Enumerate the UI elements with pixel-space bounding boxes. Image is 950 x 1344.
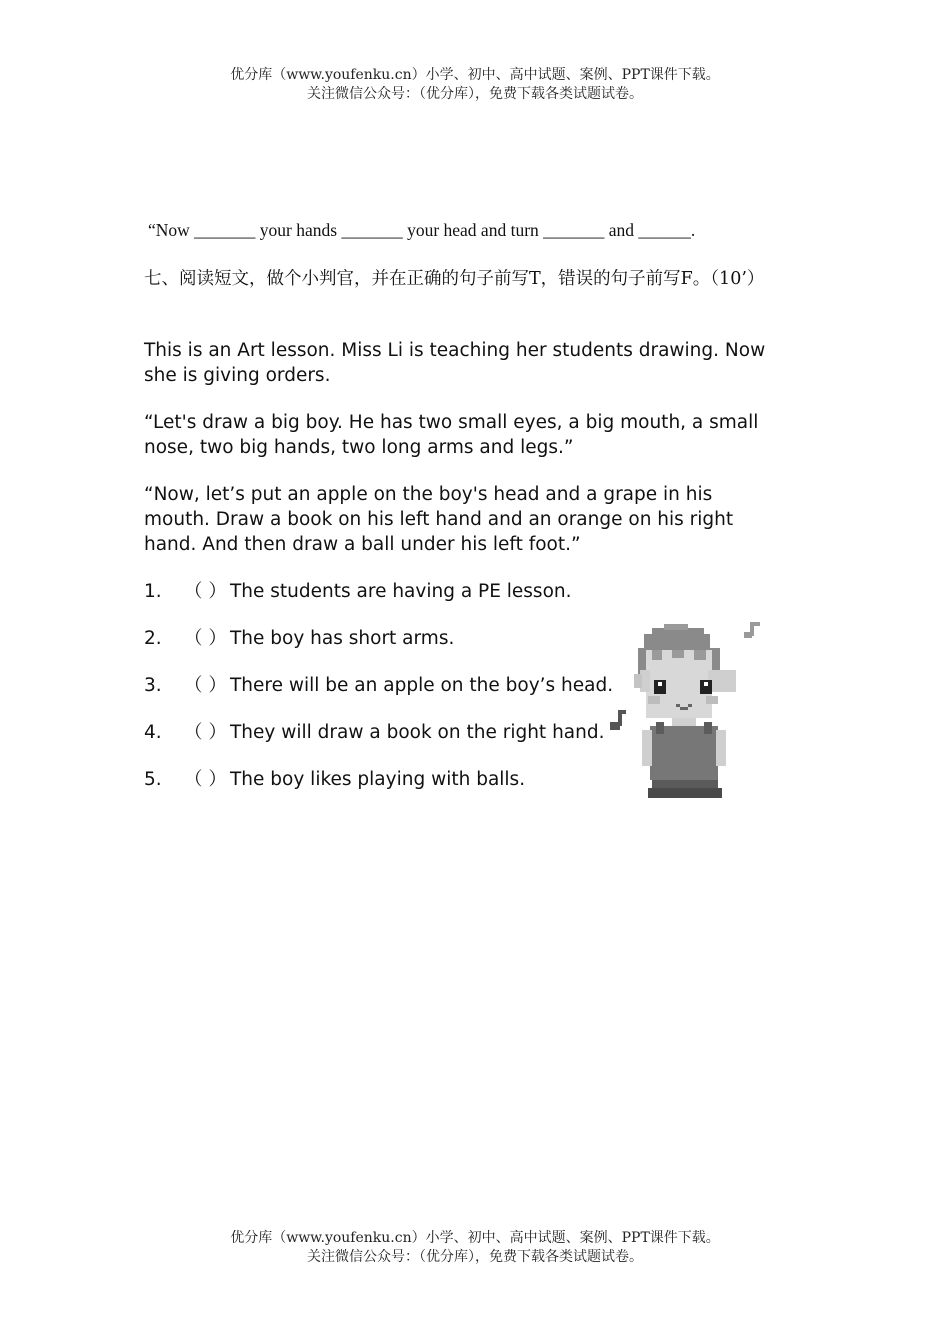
header-line-2: 关注微信公众号：（优分库），免费下载各类试题试卷。 <box>307 86 643 102</box>
question-text: The boy likes playing with balls. <box>230 769 526 790</box>
answer-blank: （ ） <box>184 581 227 602</box>
header-line-1: 优分库（www.youfenku.cn）小学、初中、高中试题、案例、PPT课件下载。 <box>230 67 720 83</box>
answer-blank: （ ） <box>184 675 227 696</box>
question-item <box>144 673 613 698</box>
question-item <box>144 767 525 792</box>
music-note-icon <box>610 710 626 730</box>
question-item <box>144 626 454 651</box>
section-title: 七、阅读短文，做个小判官，并在正确的句子前写T，错误的句子前写F。（10’） <box>144 269 765 289</box>
question-item <box>144 579 572 604</box>
passage-line: This is an Art lesson. Miss Li is teaching her students drawing. Now <box>144 340 766 361</box>
answer-blank: （ ） <box>184 628 227 649</box>
passage-line: nose, two big hands, two long arms and legs.” <box>144 437 574 458</box>
music-note-icon <box>744 622 760 638</box>
passage-paragraph-2 <box>144 410 824 460</box>
footer-line-2: 关注微信公众号：（优分库），免费下载各类试题试卷。 <box>307 1249 643 1265</box>
question-number: 4. <box>144 722 162 743</box>
question-number: 3. <box>144 675 162 696</box>
passage-line: “Now, let’s put an apple on the boy's head and a grape in his <box>144 484 713 505</box>
question-text: The students are having a PE lesson. <box>230 581 572 602</box>
cartoon-boy-icon <box>602 618 768 800</box>
passage-line: mouth. Draw a book on his left hand and an orange on his right <box>144 509 734 530</box>
page-footer <box>0 1229 950 1267</box>
passage-paragraph-3 <box>144 482 824 557</box>
question-text: They will draw a book on the right hand. <box>230 722 605 743</box>
question-text: The boy has short arms. <box>230 628 455 649</box>
footer-line-1: 优分库（www.youfenku.cn）小学、初中、高中试题、案例、PPT课件下载。 <box>230 1230 720 1246</box>
page-header <box>0 66 950 104</box>
question-number: 2. <box>144 628 162 649</box>
answer-blank: （ ） <box>184 769 227 790</box>
answer-blank: （ ） <box>184 722 227 743</box>
question-text: There will be an apple on the boy’s head. <box>230 675 614 696</box>
fill-in-sentence: “Now _______ your hands _______ your head and turn _______ and ______. <box>148 220 696 240</box>
passage-line: she is giving orders. <box>144 365 331 386</box>
question-number: 5. <box>144 769 162 790</box>
passage-paragraph-1 <box>144 338 824 388</box>
question-number: 1. <box>144 581 162 602</box>
question-item <box>144 720 604 745</box>
passage-line: “Let's draw a big boy. He has two small eyes, a big mouth, a small <box>144 412 759 433</box>
passage-line: hand. And then draw a ball under his left foot.” <box>144 534 581 555</box>
